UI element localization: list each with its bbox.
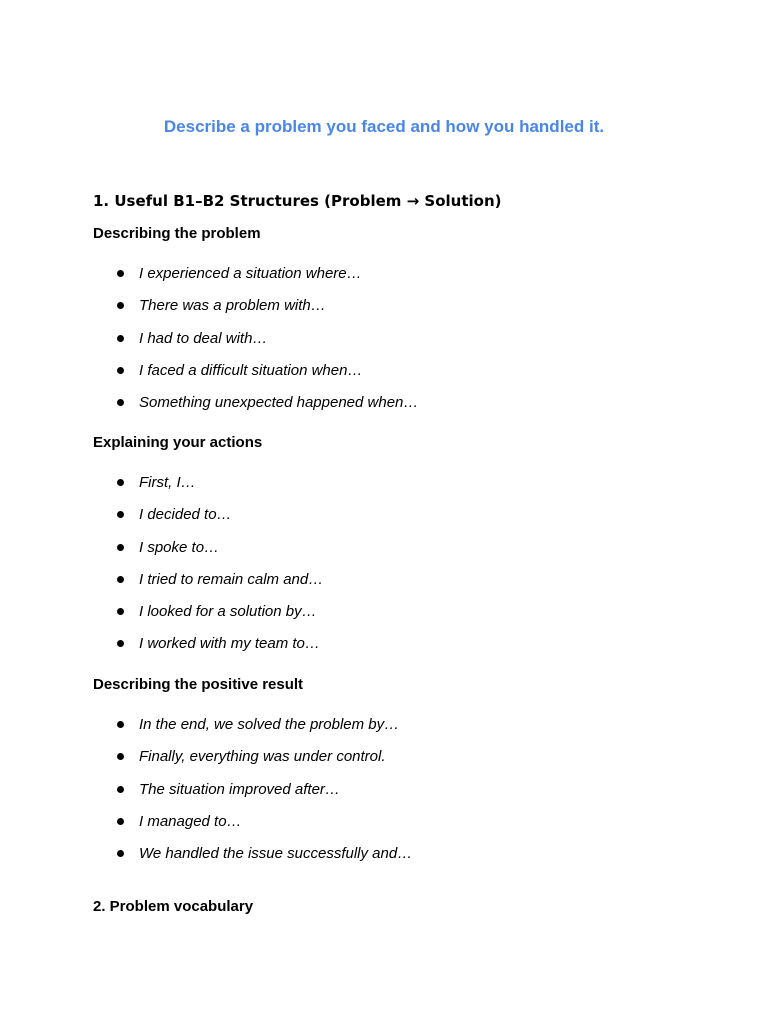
bullet-icon bbox=[117, 335, 124, 342]
bullet-list bbox=[93, 474, 693, 668]
subsection-heading: Describing the positive result bbox=[93, 676, 304, 693]
bullet-icon bbox=[117, 479, 124, 486]
bullet-icon bbox=[117, 753, 124, 760]
bullet-icon bbox=[117, 270, 124, 277]
subsection-describing-problem bbox=[93, 225, 693, 426]
bullet-icon bbox=[117, 302, 124, 309]
bullet-icon bbox=[117, 399, 124, 406]
list-item-text: I looked for a solution by… bbox=[139, 603, 317, 621]
list-item bbox=[93, 474, 693, 506]
list-item bbox=[93, 297, 693, 329]
bullet-list bbox=[93, 265, 693, 426]
list-item-text: I worked with my team to… bbox=[139, 635, 320, 653]
list-item bbox=[93, 781, 693, 813]
list-item bbox=[93, 539, 693, 571]
bullet-icon bbox=[117, 818, 124, 825]
bullet-icon bbox=[117, 640, 124, 647]
list-item-text: Finally, everything was under control. bbox=[139, 748, 386, 766]
list-item bbox=[93, 362, 693, 394]
bullet-icon bbox=[117, 576, 124, 583]
list-item-text: Something unexpected happened when… bbox=[139, 394, 419, 412]
list-item-text: In the end, we solved the problem by… bbox=[139, 716, 400, 733]
list-item-text: I faced a difficult situation when… bbox=[139, 361, 363, 379]
bullet-list bbox=[93, 716, 693, 877]
list-item bbox=[93, 845, 693, 877]
list-item bbox=[93, 635, 693, 667]
list-item-text: I had to deal with… bbox=[139, 329, 268, 347]
list-item-text: I tried to remain calm and… bbox=[139, 570, 324, 588]
list-item bbox=[93, 571, 693, 603]
bullet-icon bbox=[117, 608, 124, 615]
bullet-icon bbox=[117, 850, 124, 857]
bullet-icon bbox=[117, 544, 124, 551]
subsection-heading: Explaining your actions bbox=[93, 434, 263, 451]
list-item-text: There was a problem with… bbox=[139, 297, 326, 315]
list-item bbox=[93, 394, 693, 426]
list-item bbox=[93, 748, 693, 780]
list-item bbox=[93, 265, 693, 297]
bullet-icon bbox=[117, 721, 124, 728]
list-item bbox=[93, 506, 693, 538]
bullet-icon bbox=[117, 511, 124, 518]
document-title: Describe a problem you faced and how you handled it. bbox=[163, 117, 605, 136]
list-item-text: I spoke to… bbox=[139, 538, 220, 556]
list-item-text: I decided to… bbox=[139, 506, 232, 524]
bullet-icon bbox=[117, 367, 124, 374]
subsection-positive-result bbox=[93, 676, 693, 877]
list-item-text: We handled the issue successfully and… bbox=[139, 845, 413, 863]
bullet-icon bbox=[117, 786, 124, 793]
list-item bbox=[93, 716, 693, 748]
list-item-text: The situation improved after… bbox=[139, 780, 340, 798]
list-item bbox=[93, 603, 693, 635]
section-heading-structures: 1. Useful B1–B2 Structures (Problem → Solution) bbox=[93, 192, 502, 210]
section-heading-vocabulary: 2. Problem vocabulary bbox=[93, 898, 254, 915]
list-item-text: I experienced a situation where… bbox=[139, 265, 362, 282]
list-item bbox=[93, 330, 693, 362]
list-item bbox=[93, 813, 693, 845]
list-item-text: First, I… bbox=[139, 474, 196, 491]
subsection-heading: Describing the problem bbox=[93, 225, 261, 242]
list-item-text: I managed to… bbox=[139, 812, 242, 830]
subsection-explaining-actions bbox=[93, 434, 693, 668]
